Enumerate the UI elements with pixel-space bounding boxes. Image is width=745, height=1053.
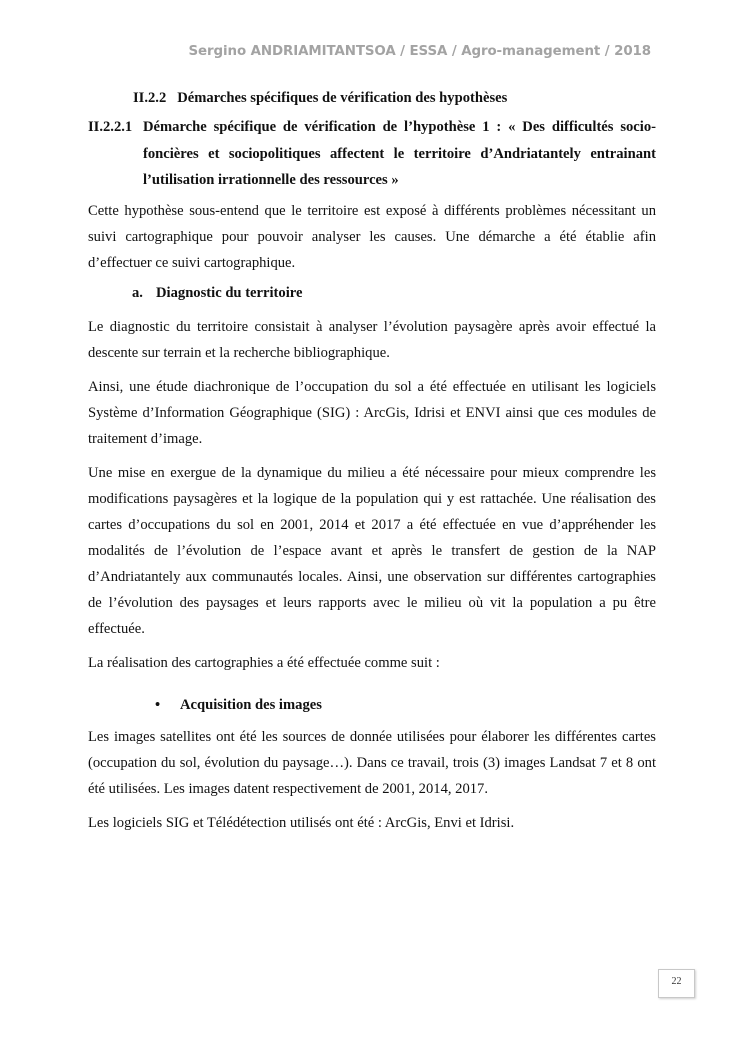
paragraph-diachronic-study: Ainsi, une étude diachronique de l’occupation du sol a été effectuée en utilisant les logiciels Système d’Information Géographique (SIG) : ArcGis, Idrisi et ENVI ainsi que ces modules de traitement d’image. [88,378,656,447]
bullet-acquisition [88,692,656,718]
section-title: Démarches spécifiques de vérification des hypothèses [177,90,508,106]
running-header: Sergino ANDRIAMITANTSOA / ESSA / Agro-management / 2018 [188,44,651,59]
paragraph-hypothesis-intro: Cette hypothèse sous-entend que le territoire est exposé à différents problèmes nécessitant un suivi cartographique pour pouvoir analyser les causes. Une démarche a été établie afin d’effectuer ce suivi cartographique. [88,202,656,271]
bullet-title: Acquisition des images [180,696,322,713]
paragraph-satellite-images: Les images satellites ont été les sources de donnée utilisées pour élaborer les différentes cartes (occupation du sol, évolution du paysage…). Dans ce travail, trois (3) images Landsat 7 et 8 ont été utilisées. Les images datent respectivement de 2001, 2014, 2017. [88,728,656,797]
subsection-heading [88,114,656,194]
section-number: II.2.2 [133,90,167,106]
subheading-title: Diagnostic du territoire [156,284,303,301]
bullet-icon: • [155,696,161,713]
paragraph-diagnostic: Le diagnostic du territoire consistait à analyser l’évolution paysagère après avoir effectué la descente sur terrain et la recherche bibliographique. [88,318,656,361]
paragraph-dynamics: Une mise en exergue de la dynamique du milieu a été nécessaire pour mieux comprendre les modifications paysagères et la logique de la population qui y est rattachée. Une réalisation des cartes d’occupations du sol en 2001, 2014 et 2017 a été effectuée en vue d’appréhender les modalités de l’évolution de l’espace avant et après le transfert de gestion de la NAP d’Andriatantely aux communautés locales. Ainsi, une observation sur différentes cartographies de l’évolution des paysages et leurs rapports avec le milieu où vit la population a pu être effectuée. [88,464,656,637]
subsection-number: II.2.2.1 [88,119,133,135]
page-number: 22 [658,969,695,998]
subheading-diagnostic [88,280,656,306]
section-heading [88,87,656,109]
paragraph-software: Les logiciels SIG et Télédétection utilisés ont été : ArcGis, Envi et Idrisi. [88,814,515,831]
subsection-title: Démarche spécifique de vérification de l’hypothèse 1 : « Des difficultés socio-foncières et sociopolitiques affectent le territoire d’Andriatantely entrainant l’utilisation irrationnelle des ressources » [143,119,656,188]
subheading-letter: a. [132,284,143,301]
paragraph-cartography-intro: La réalisation des cartographies a été effectuée comme suit : [88,654,440,671]
page-content [88,87,656,836]
